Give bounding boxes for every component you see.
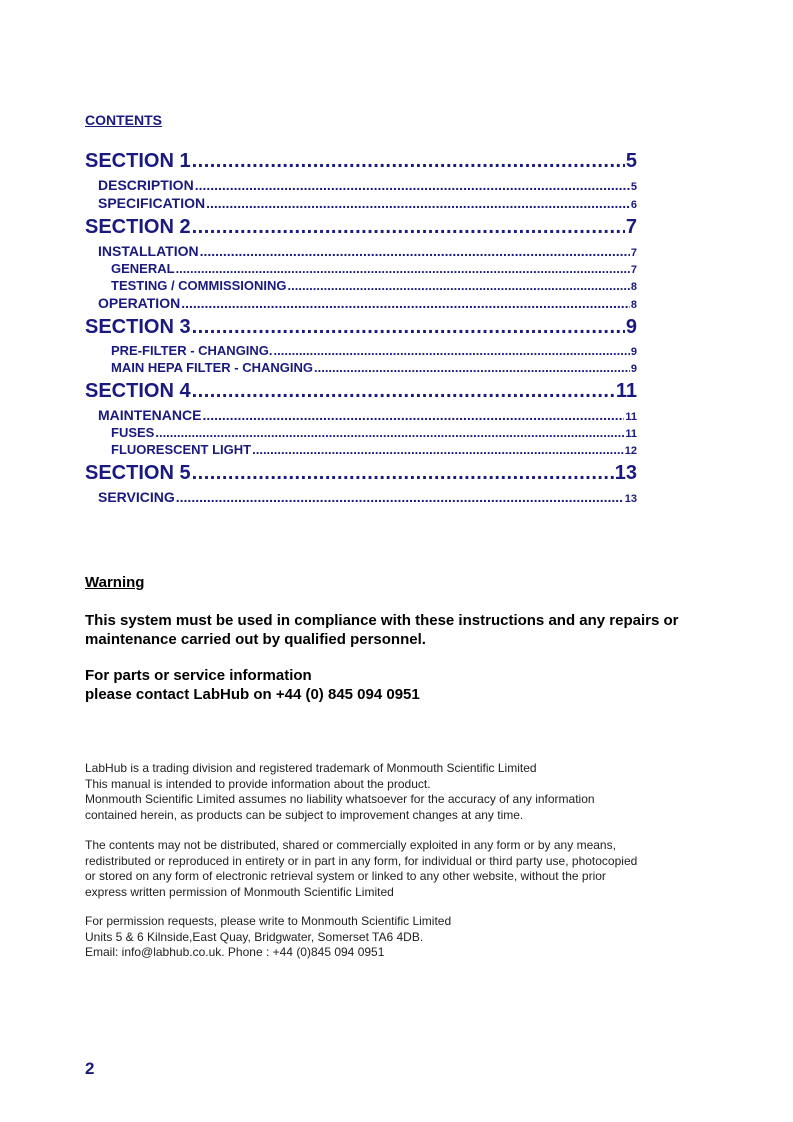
toc-entry-installation[interactable]	[85, 242, 637, 260]
toc-entry-pre-filter-changing[interactable]	[85, 342, 637, 359]
toc-entry-label: MAINTENANCE	[98, 407, 202, 423]
contents-heading: CONTENTS	[85, 112, 162, 128]
toc-entry-label: SECTION 5	[85, 462, 191, 484]
toc-entry-general[interactable]	[85, 260, 637, 277]
warning-text: This system must be used in compliance with these instructions and any repairs or maintenance carried out by qualified personnel.	[85, 612, 679, 648]
legal-line: The contents may not be distributed, shared or commercially exploited in any form or by any means,	[85, 838, 616, 852]
toc-entry-page: 9	[625, 316, 637, 338]
toc-entry-label: DESCRIPTION	[98, 177, 194, 193]
toc-entry-section-3[interactable]	[85, 312, 637, 342]
toc-entry-label: FUSES	[111, 425, 155, 440]
contact-line: Email: info@labhub.co.uk. Phone : +44 (0)845 094 0951	[85, 945, 385, 959]
toc-entry-testing-commissioning[interactable]	[85, 277, 637, 294]
toc-entry-label: GENERAL	[111, 261, 175, 276]
toc-entry-page: 7	[630, 264, 637, 276]
toc-entry-label: SECTION 2	[85, 216, 191, 238]
toc-entry-page: 13	[624, 493, 637, 505]
toc-entry-label: SPECIFICATION	[98, 195, 206, 211]
toc-entry-page: 5	[625, 150, 637, 172]
toc-entry-label: INSTALLATION	[98, 243, 199, 259]
toc-entry-page: 8	[630, 281, 637, 293]
toc-entry-section-1[interactable]	[85, 146, 637, 176]
toc-entry-label: TESTING / COMMISSIONING	[111, 278, 287, 293]
toc-entry-page: 9	[630, 346, 637, 358]
toc-entry-page: 9	[630, 363, 637, 375]
toc-entry-operation[interactable]	[85, 294, 637, 312]
toc-entry-label: OPERATION	[98, 295, 181, 311]
toc-entry-page: 5	[630, 181, 637, 193]
toc-entry-label: SECTION 3	[85, 316, 191, 338]
toc-entry-page: 11	[625, 411, 637, 423]
disclaimer-line: Monmouth Scientific Limited assumes no liability whatsoever for the accuracy of any information	[85, 792, 595, 806]
toc-entry-fluorescent-light[interactable]	[85, 441, 637, 458]
toc-entry-page: 7	[630, 247, 637, 259]
disclaimer-line: This manual is intended to provide information about the product.	[85, 776, 431, 791]
disclaimer-line: contained herein, as products can be subject to improvement changes at any time.	[85, 807, 524, 822]
toc-entry-page: 12	[624, 445, 637, 457]
legal-line: express written permission of Monmouth Scientific Limited	[85, 884, 394, 899]
parts-contact-line: please contact LabHub on +44 (0) 845 094 0951	[85, 686, 420, 703]
toc-entry-page: 13	[614, 462, 637, 484]
toc-entry-label: PRE-FILTER - CHANGING.	[111, 343, 273, 358]
legal-line: redistributed or reproduced in entirety or in part in any form, for individual or third party use, photocopied	[85, 853, 638, 868]
toc-entry-section-2[interactable]	[85, 212, 637, 242]
toc-entry-maintenance[interactable]	[85, 406, 637, 424]
toc-entry-fuses[interactable]	[85, 424, 637, 441]
toc-entry-label: SECTION 4	[85, 380, 191, 402]
toc-entry-page: 11	[625, 428, 637, 440]
toc-entry-page: 6	[630, 199, 637, 211]
toc-entry-label: MAIN HEPA FILTER - CHANGING	[111, 360, 313, 375]
toc-entry-label: FLUORESCENT LIGHT	[111, 442, 252, 457]
toc-entry-page: 11	[615, 380, 637, 402]
toc-entry-page: 8	[630, 299, 637, 311]
page-number: 2	[85, 1059, 95, 1078]
toc-entry-section-5[interactable]	[85, 458, 637, 488]
toc-entry-main-hepa-filter-changing[interactable]	[85, 359, 637, 376]
toc-entry-section-4[interactable]	[85, 376, 637, 406]
legal-line: or stored on any form of electronic retrieval system or linked to any other website, without the prior	[85, 869, 606, 883]
toc-entry-servicing[interactable]	[85, 488, 637, 506]
toc-entry-specification[interactable]	[85, 194, 637, 212]
address-line: Units 5 & 6 Kilnside,East Quay, Bridgwater, Somerset TA6 4DB.	[85, 929, 424, 944]
toc-entry-label: SERVICING	[98, 489, 175, 505]
disclaimer-line: LabHub is a trading division and registered trademark of Monmouth Scientific Limited	[85, 761, 537, 775]
toc-entry-description[interactable]	[85, 176, 637, 194]
permission-line: For permission requests, please write to Monmouth Scientific Limited	[85, 914, 452, 928]
toc-entry-page: 7	[625, 216, 637, 238]
toc-entry-label: SECTION 1	[85, 150, 191, 172]
table-of-contents	[85, 146, 637, 506]
warning-heading: Warning	[85, 574, 145, 591]
parts-info-line: For parts or service information	[85, 667, 312, 684]
